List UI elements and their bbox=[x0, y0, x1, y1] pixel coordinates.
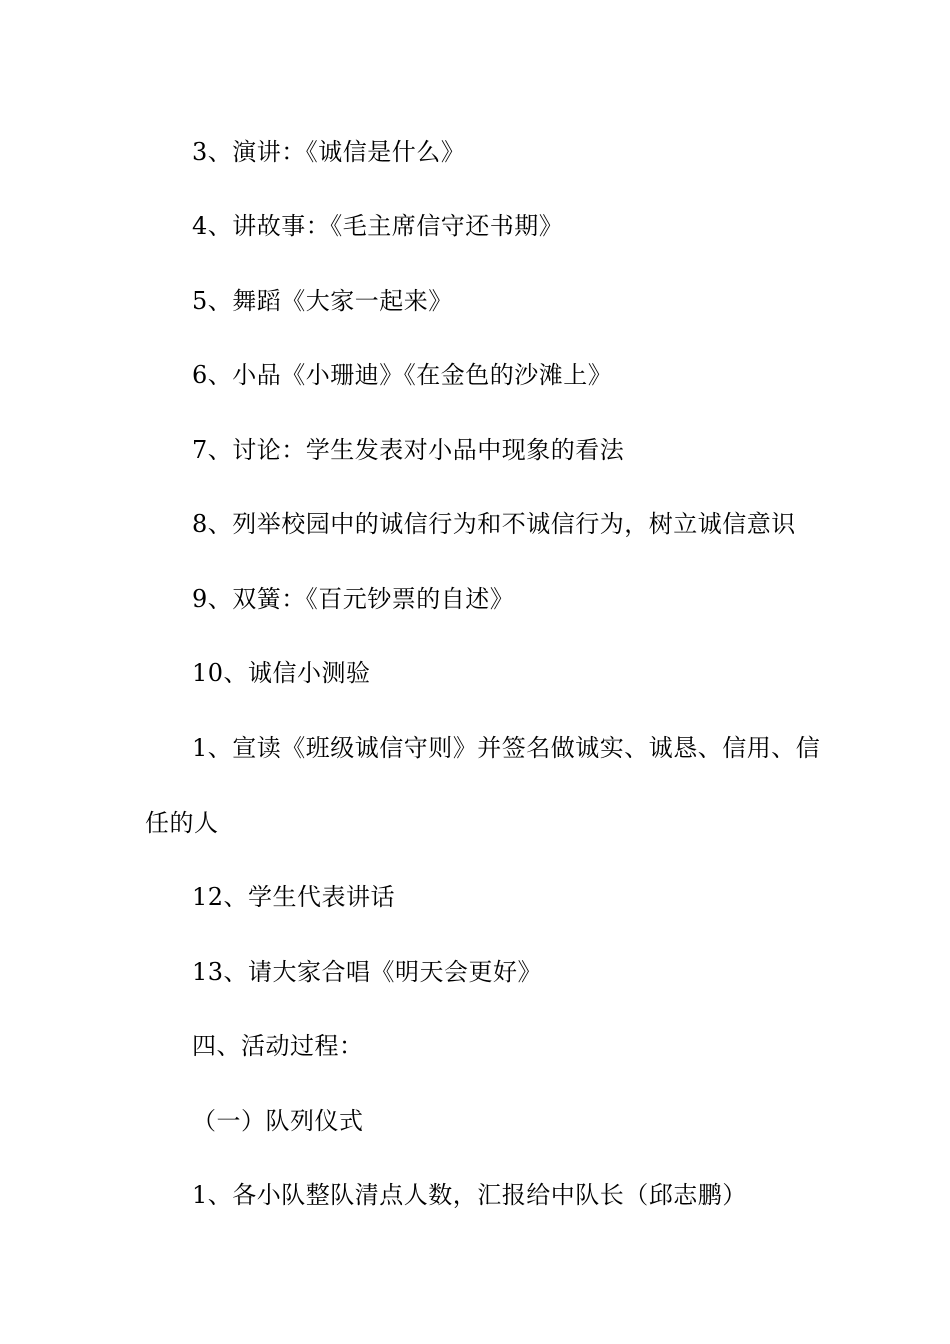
list-item-speech: 3、演讲：《诚信是什么》 bbox=[192, 138, 466, 166]
list-item-pledge: 1、宣读《班级诚信守则》并签名做诚实、诚恳、信用、信 bbox=[192, 734, 821, 762]
list-item-duet: 9、双簧：《百元钞票的自述》 bbox=[192, 585, 515, 613]
list-item-skit: 6、小品《小珊迪》《在金色的沙滩上》 bbox=[192, 361, 613, 389]
list-item-pledge-continued: 任的人 bbox=[145, 809, 219, 837]
list-item-roll-call: 1、各小队整队清点人数，汇报给中队长（邱志鹏） bbox=[192, 1181, 747, 1209]
list-item-dance: 5、舞蹈《大家一起来》 bbox=[192, 287, 453, 315]
subsection-heading-ceremony: （一）队列仪式 bbox=[192, 1107, 364, 1135]
list-item-quiz: 10、诚信小测验 bbox=[192, 659, 371, 687]
section-heading-process: 四、活动过程： bbox=[192, 1032, 364, 1060]
list-item-chorus: 13、请大家合唱《明天会更好》 bbox=[192, 958, 543, 986]
list-item-examples: 8、列举校园中的诚信行为和不诚信行为，树立诚信意识 bbox=[192, 510, 796, 538]
list-item-discussion: 7、讨论：学生发表对小品中现象的看法 bbox=[192, 436, 625, 464]
list-item-story: 4、讲故事：《毛主席信守还书期》 bbox=[192, 212, 564, 240]
list-item-student-speech: 12、学生代表讲话 bbox=[192, 883, 396, 911]
